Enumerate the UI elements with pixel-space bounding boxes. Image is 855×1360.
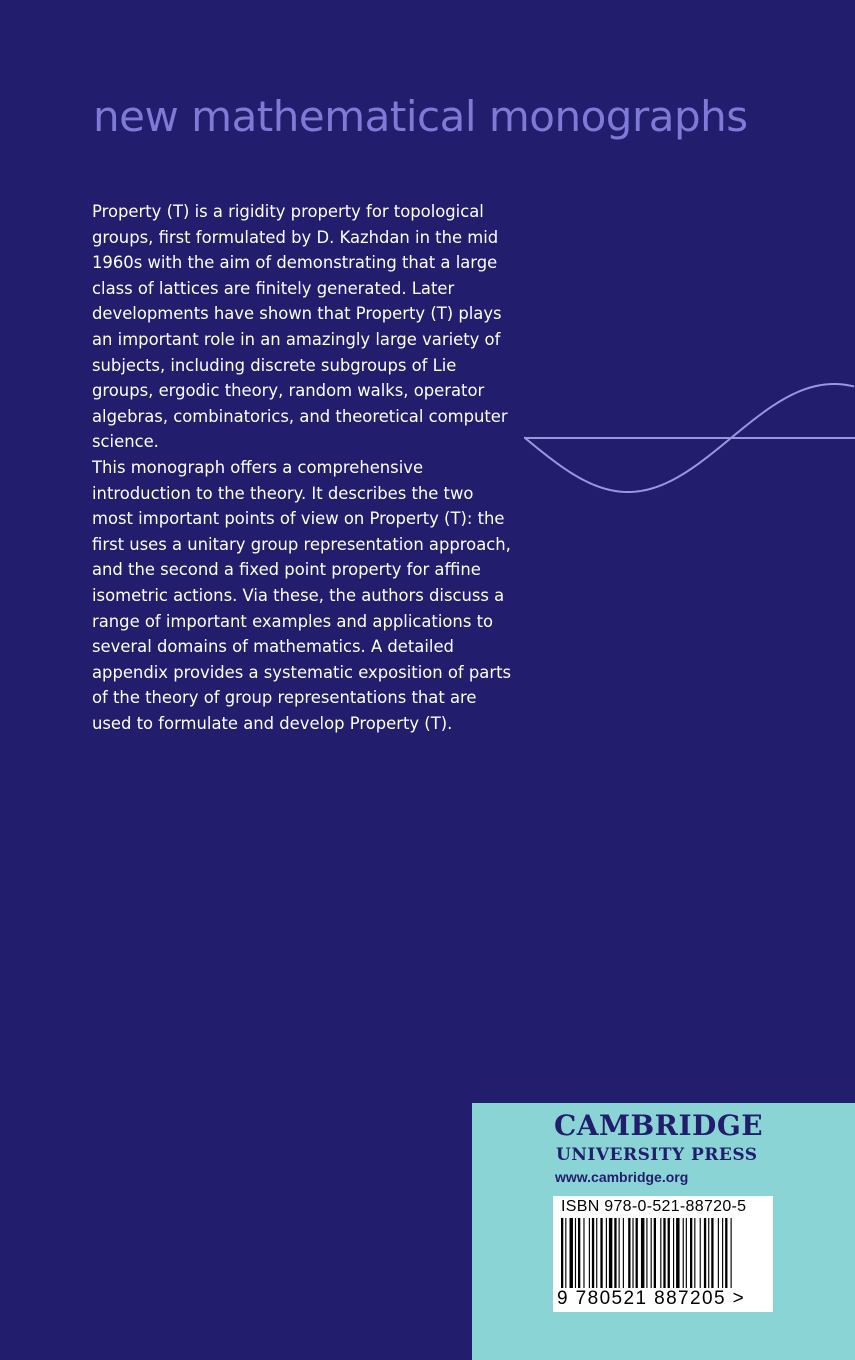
barcode-bar [686,1218,687,1288]
barcode-bar [619,1218,620,1288]
barcode-bar [609,1218,612,1288]
barcode-bar [663,1218,665,1288]
barcode-bar [718,1218,719,1288]
barcode-bar [623,1218,624,1288]
isbn-label: ISBN 978-0-521-88720-5 [561,1198,747,1215]
barcode-bar [725,1218,727,1288]
barcode-bar [628,1218,630,1288]
barcode-bar [673,1218,674,1288]
barcode-bar [565,1218,566,1288]
barcode-bar [711,1218,713,1288]
barcode-block [553,1196,773,1312]
barcode-bar [561,1218,563,1288]
barcode-bar [600,1218,602,1288]
barcode-digits: 9 780521 887205 > [557,1288,746,1309]
barcode-bar [578,1218,580,1288]
barcode-bar [575,1218,576,1288]
barcode-bar [683,1218,684,1288]
barcode-bar [632,1218,633,1288]
description-paragraph-2: This monograph offers a comprehensive introduction to the theory. It describes the two most important points of view on Property (T): the first uses a unitary group representation approach, and the second a fixed point property for affine isometric actions. Via these, the authors discuss a range of important examples and applications to several domains of mathematics. A detailed appendix provides a systematic exposition of parts of the theory of group representations that are used to formulate and develop Property (T). [92,457,512,733]
barcode-bars [553,1218,773,1290]
barcode-bar [583,1218,584,1288]
barcode-bar [668,1218,670,1288]
barcode-bar [646,1218,647,1288]
barcode-bar [570,1218,573,1288]
publisher-panel [472,1103,855,1360]
barcode-bar [614,1218,616,1288]
barcode-bar [636,1218,638,1288]
barcode-bar [654,1218,656,1288]
barcode-bar [731,1218,732,1288]
description-paragraph-1: Property (T) is a rigidity property for topological groups, first formulated by D. Kazhdan in the mid 1960s with the aim of demonstrating that a large class of lattices are finitely generated. Later developments have shown that Property (T) plays an important role in an amazingly large variety of subjects, including discrete subgroups of Lie groups, ergodic theory, random walks, operator algebras, combinatorics, and theoretical computer science. [92,202,508,452]
barcode-bar [676,1218,679,1288]
barcode-bar [708,1218,709,1288]
barcode-bar [592,1218,594,1288]
barcode-bar [704,1218,706,1288]
barcode-bar [690,1218,692,1288]
sine-wave-graphic [524,375,855,500]
book-description [92,199,517,736]
barcode-bar [722,1218,723,1288]
barcode-bar [694,1218,695,1288]
barcode-bar [606,1218,607,1288]
barcode-bar [641,1218,644,1288]
barcode-bar [589,1218,590,1288]
publisher-press: UNIVERSITY PRESS [556,1145,758,1165]
barcode-bar [660,1218,661,1288]
barcode-bar [596,1218,597,1288]
publisher-name: CAMBRIDGE [554,1109,764,1142]
barcode-bar [700,1218,701,1288]
series-title: new mathematical monographs [93,92,748,141]
publisher-url[interactable]: www.cambridge.org [555,1169,689,1185]
barcode-bar [651,1218,652,1288]
